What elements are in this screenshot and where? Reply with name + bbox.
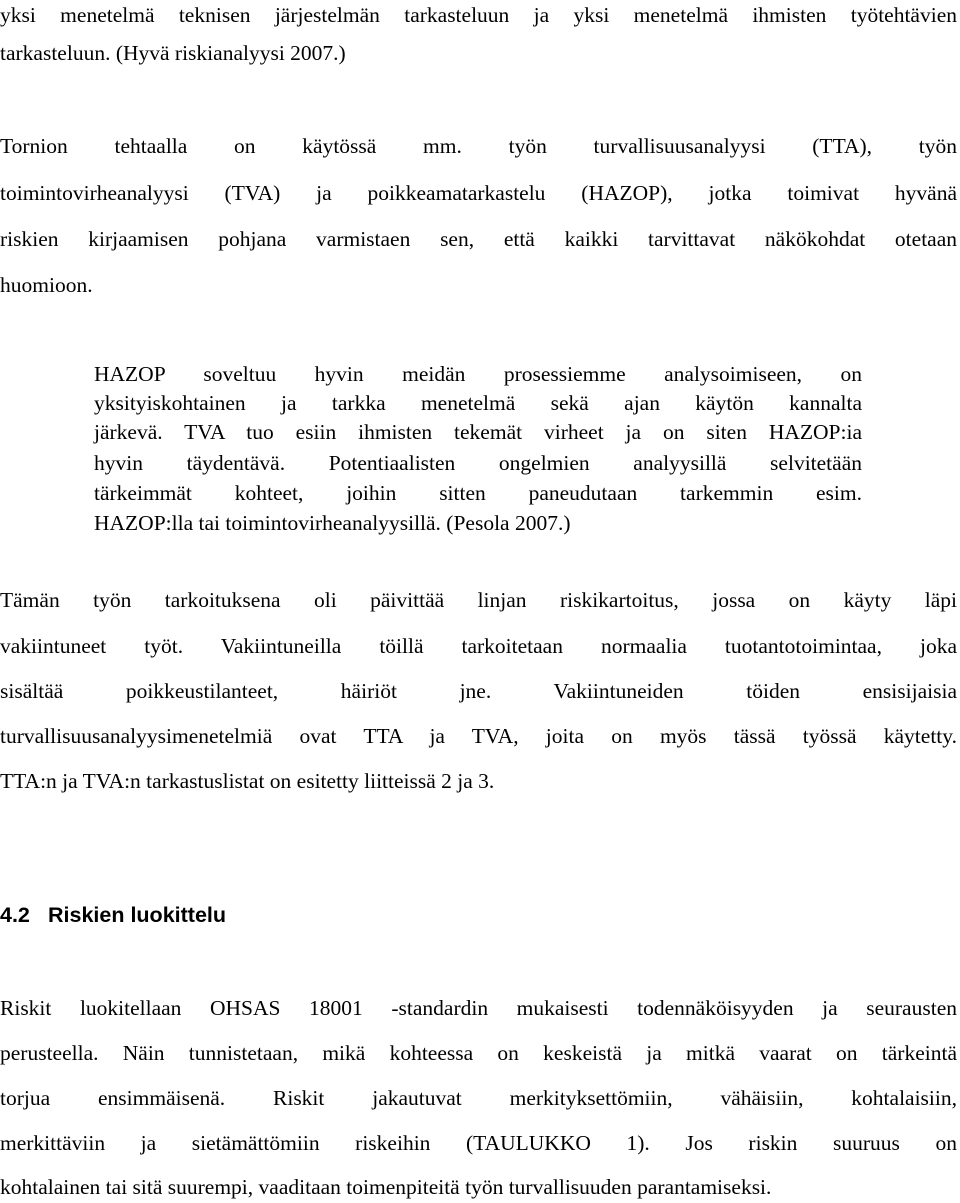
paragraph-4-line-4: merkittäviin ja sietämättömiin riskeihin (TAULUKKO 1). Jos riskin suuruus on bbox=[0, 1131, 957, 1155]
quote-line-5: tärkeimmät kohteet, joihin sitten paneudutaan tarkemmin esim. bbox=[94, 481, 862, 505]
paragraph-3-line-2: vakiintuneet työt. Vakiintuneilla töillä tarkoitetaan normaalia tuotantotoimintaa, joka bbox=[0, 634, 957, 658]
paragraph-2-line-3: riskien kirjaamisen pohjana varmistaen sen, että kaikki tarvittavat näkökohdat otetaan bbox=[0, 227, 957, 251]
quote-line-1: HAZOP soveltuu hyvin meidän prosessiemme analysoimiseen, on bbox=[94, 362, 862, 386]
quote-line-6: HAZOP:lla tai toimintovirheanalyysillä. (Pesola 2007.) bbox=[94, 511, 571, 535]
paragraph-4-line-2: perusteella. Näin tunnistetaan, mikä kohteessa on keskeistä ja mitkä vaarat on tärkeintä bbox=[0, 1041, 957, 1065]
quote-line-4: hyvin täydentävä. Potentiaalisten ongelmien analyysillä selvitetään bbox=[94, 451, 862, 475]
quote-line-2: yksityiskohtainen ja tarkka menetelmä sekä ajan käytön kannalta bbox=[94, 391, 862, 415]
paragraph-2-line-2: toimintovirheanalyysi (TVA) ja poikkeamatarkastelu (HAZOP), jotka toimivat hyvänä bbox=[0, 181, 957, 205]
paragraph-2-line-1: Tornion tehtaalla on käytössä mm. työn turvallisuusanalyysi (TTA), työn bbox=[0, 134, 957, 158]
paragraph-2-line-4: huomioon. bbox=[0, 273, 93, 297]
section-number: 4.2 bbox=[0, 903, 30, 927]
paragraph-3-line-5: TTA:n ja TVA:n tarkastuslistat on esitetty liitteissä 2 ja 3. bbox=[0, 769, 495, 793]
paragraph-4-line-3: torjua ensimmäisenä. Riskit jakautuvat merkityksettömiin, vähäisiin, kohtalaisiin, bbox=[0, 1086, 957, 1110]
paragraph-4-line-1: Riskit luokitellaan OHSAS 18001 -standardin mukaisesti todennäköisyyden ja seurausten bbox=[0, 996, 957, 1020]
paragraph-1-line-2: tarkasteluun. (Hyvä riskianalyysi 2007.) bbox=[0, 41, 346, 65]
section-heading bbox=[0, 902, 226, 928]
paragraph-3-line-3: sisältää poikkeustilanteet, häiriöt jne. Vakiintuneiden töiden ensisijaisia bbox=[0, 679, 957, 703]
paragraph-4-line-5: kohtalainen tai sitä suurempi, vaaditaan toimenpiteitä työn turvallisuuden parantamiseksi. bbox=[0, 1175, 772, 1199]
paragraph-3-line-1: Tämän työn tarkoituksena oli päivittää linjan riskikartoitus, jossa on käyty läpi bbox=[0, 588, 957, 612]
paragraph-3-line-4: turvallisuusanalyysimenetelmiä ovat TTA ja TVA, joita on myös tässä työssä käytetty. bbox=[0, 724, 957, 748]
section-title: Riskien luokittelu bbox=[48, 903, 227, 927]
quote-line-3: järkevä. TVA tuo esiin ihmisten tekemät virheet ja on siten HAZOP:ia bbox=[94, 420, 862, 444]
paragraph-1-line-1: yksi menetelmä teknisen järjestelmän tarkasteluun ja yksi menetelmä ihmisten työtehtävien bbox=[0, 3, 957, 27]
